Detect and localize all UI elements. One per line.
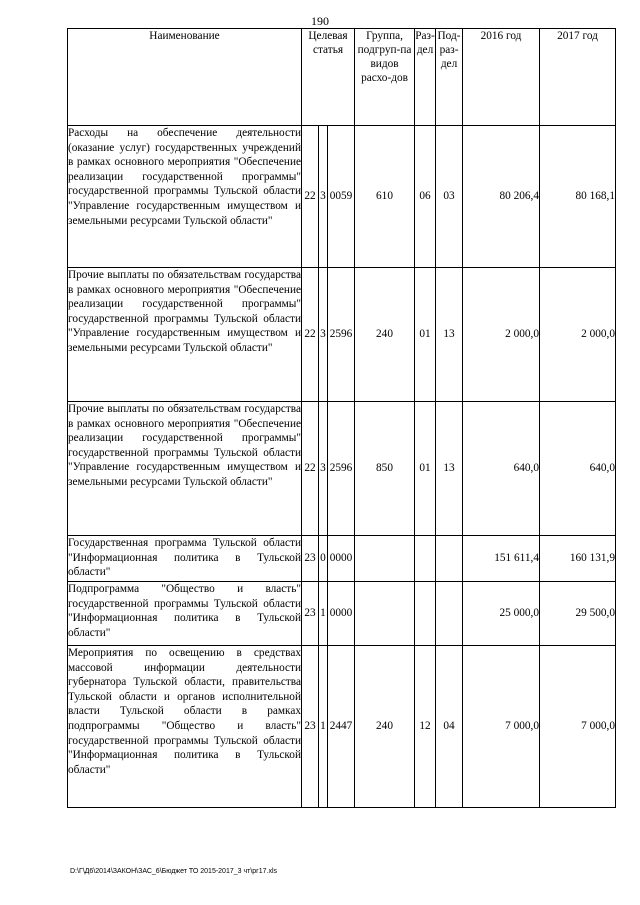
section: 12	[415, 646, 436, 808]
code-direction: 2596	[328, 402, 355, 536]
section: 01	[415, 268, 436, 402]
code-subprogram: 1	[319, 646, 328, 808]
amount-2017: 29 500,0	[540, 582, 616, 646]
file-path-footer: D:\Г\Д6\2014\ЗАКОН\ЗАС_6\Бюджет ТО 2015-2017_3 чт\рг17.xls	[70, 868, 278, 875]
amount-2017: 640,0	[540, 402, 616, 536]
amount-2016: 640,0	[463, 402, 540, 536]
subsection	[436, 536, 463, 582]
row-name: Прочие выплаты по обязательствам государства в рамках основного мероприятия "Обеспечение реализации государственной программы" государственной программы Тульской области "Управление государственным имуществом и земельными ресурсами Тульской области"	[68, 268, 302, 402]
header-2017: 2017 год	[540, 29, 616, 126]
subsection: 13	[436, 402, 463, 536]
expense-group	[355, 582, 415, 646]
code-program: 22	[302, 268, 319, 402]
amount-2016: 151 611,4	[463, 536, 540, 582]
code-program: 23	[302, 536, 319, 582]
code-program: 23	[302, 646, 319, 808]
header-2016: 2016 год	[463, 29, 540, 126]
code-direction: 0000	[328, 582, 355, 646]
header-target-article: Целевая статья	[302, 29, 355, 126]
code-subprogram: 1	[319, 582, 328, 646]
code-direction: 2596	[328, 268, 355, 402]
amount-2017: 80 168,1	[540, 126, 616, 268]
subsection: 04	[436, 646, 463, 808]
code-subprogram: 3	[319, 402, 328, 536]
budget-table	[67, 28, 616, 808]
section: 06	[415, 126, 436, 268]
row-name: Мероприятия по освещению в средствах массовой информации деятельности губернатора Тульской области, правительства Тульской области и органов исполнительной власти Тульской области в рамках подпрограммы "Общество и власть" государственной программы Тульской области "Информационная политика в Тульской области"	[68, 646, 302, 808]
row-name: Расходы на обеспечение деятельности (оказание услуг) государственных учреждений в рамках основного мероприятия "Обеспечение реализации государственной программы" государственной программы Тульской области "Управление государственным имуществом и земельными ресурсами Тульской области"	[68, 126, 302, 268]
expense-group: 850	[355, 402, 415, 536]
amount-2017: 160 131,9	[540, 536, 616, 582]
subsection: 03	[436, 126, 463, 268]
code-program: 23	[302, 582, 319, 646]
code-program: 22	[302, 402, 319, 536]
header-row	[68, 29, 616, 126]
header-name: Наименование	[68, 29, 302, 126]
amount-2016: 7 000,0	[463, 646, 540, 808]
table-row	[68, 646, 616, 808]
header-group: Группа, подгруп-па видов расхо-дов	[355, 29, 415, 126]
amount-2017: 7 000,0	[540, 646, 616, 808]
amount-2016: 25 000,0	[463, 582, 540, 646]
code-program: 22	[302, 126, 319, 268]
code-subprogram: 3	[319, 126, 328, 268]
expense-group: 240	[355, 268, 415, 402]
subsection	[436, 582, 463, 646]
page-number: 190	[311, 14, 329, 28]
code-direction: 0000	[328, 536, 355, 582]
section: 01	[415, 402, 436, 536]
header-section: Раз-дел	[415, 29, 436, 126]
expense-group: 240	[355, 646, 415, 808]
code-subprogram: 0	[319, 536, 328, 582]
amount-2016: 80 206,4	[463, 126, 540, 268]
section	[415, 536, 436, 582]
amount-2017: 2 000,0	[540, 268, 616, 402]
row-name: Подпрограмма "Общество и власть" государственной программы Тульской области "Информационная политика в Тульской области"	[68, 582, 302, 646]
header-subsection: Под-раз-дел	[436, 29, 463, 126]
expense-group: 610	[355, 126, 415, 268]
table-row	[68, 402, 616, 536]
table-row	[68, 582, 616, 646]
table-row	[68, 268, 616, 402]
expense-group	[355, 536, 415, 582]
table-row	[68, 126, 616, 268]
amount-2016: 2 000,0	[463, 268, 540, 402]
row-name: Прочие выплаты по обязательствам государства в рамках основного мероприятия "Обеспечение реализации государственной программы" государственной программы Тульской области "Управление государственным имуществом и земельными ресурсами Тульской области"	[68, 402, 302, 536]
row-name: Государственная программа Тульской области "Информационная политика в Тульской области"	[68, 536, 302, 582]
section	[415, 582, 436, 646]
code-subprogram: 3	[319, 268, 328, 402]
subsection: 13	[436, 268, 463, 402]
code-direction: 0059	[328, 126, 355, 268]
code-direction: 2447	[328, 646, 355, 808]
table-row	[68, 536, 616, 582]
